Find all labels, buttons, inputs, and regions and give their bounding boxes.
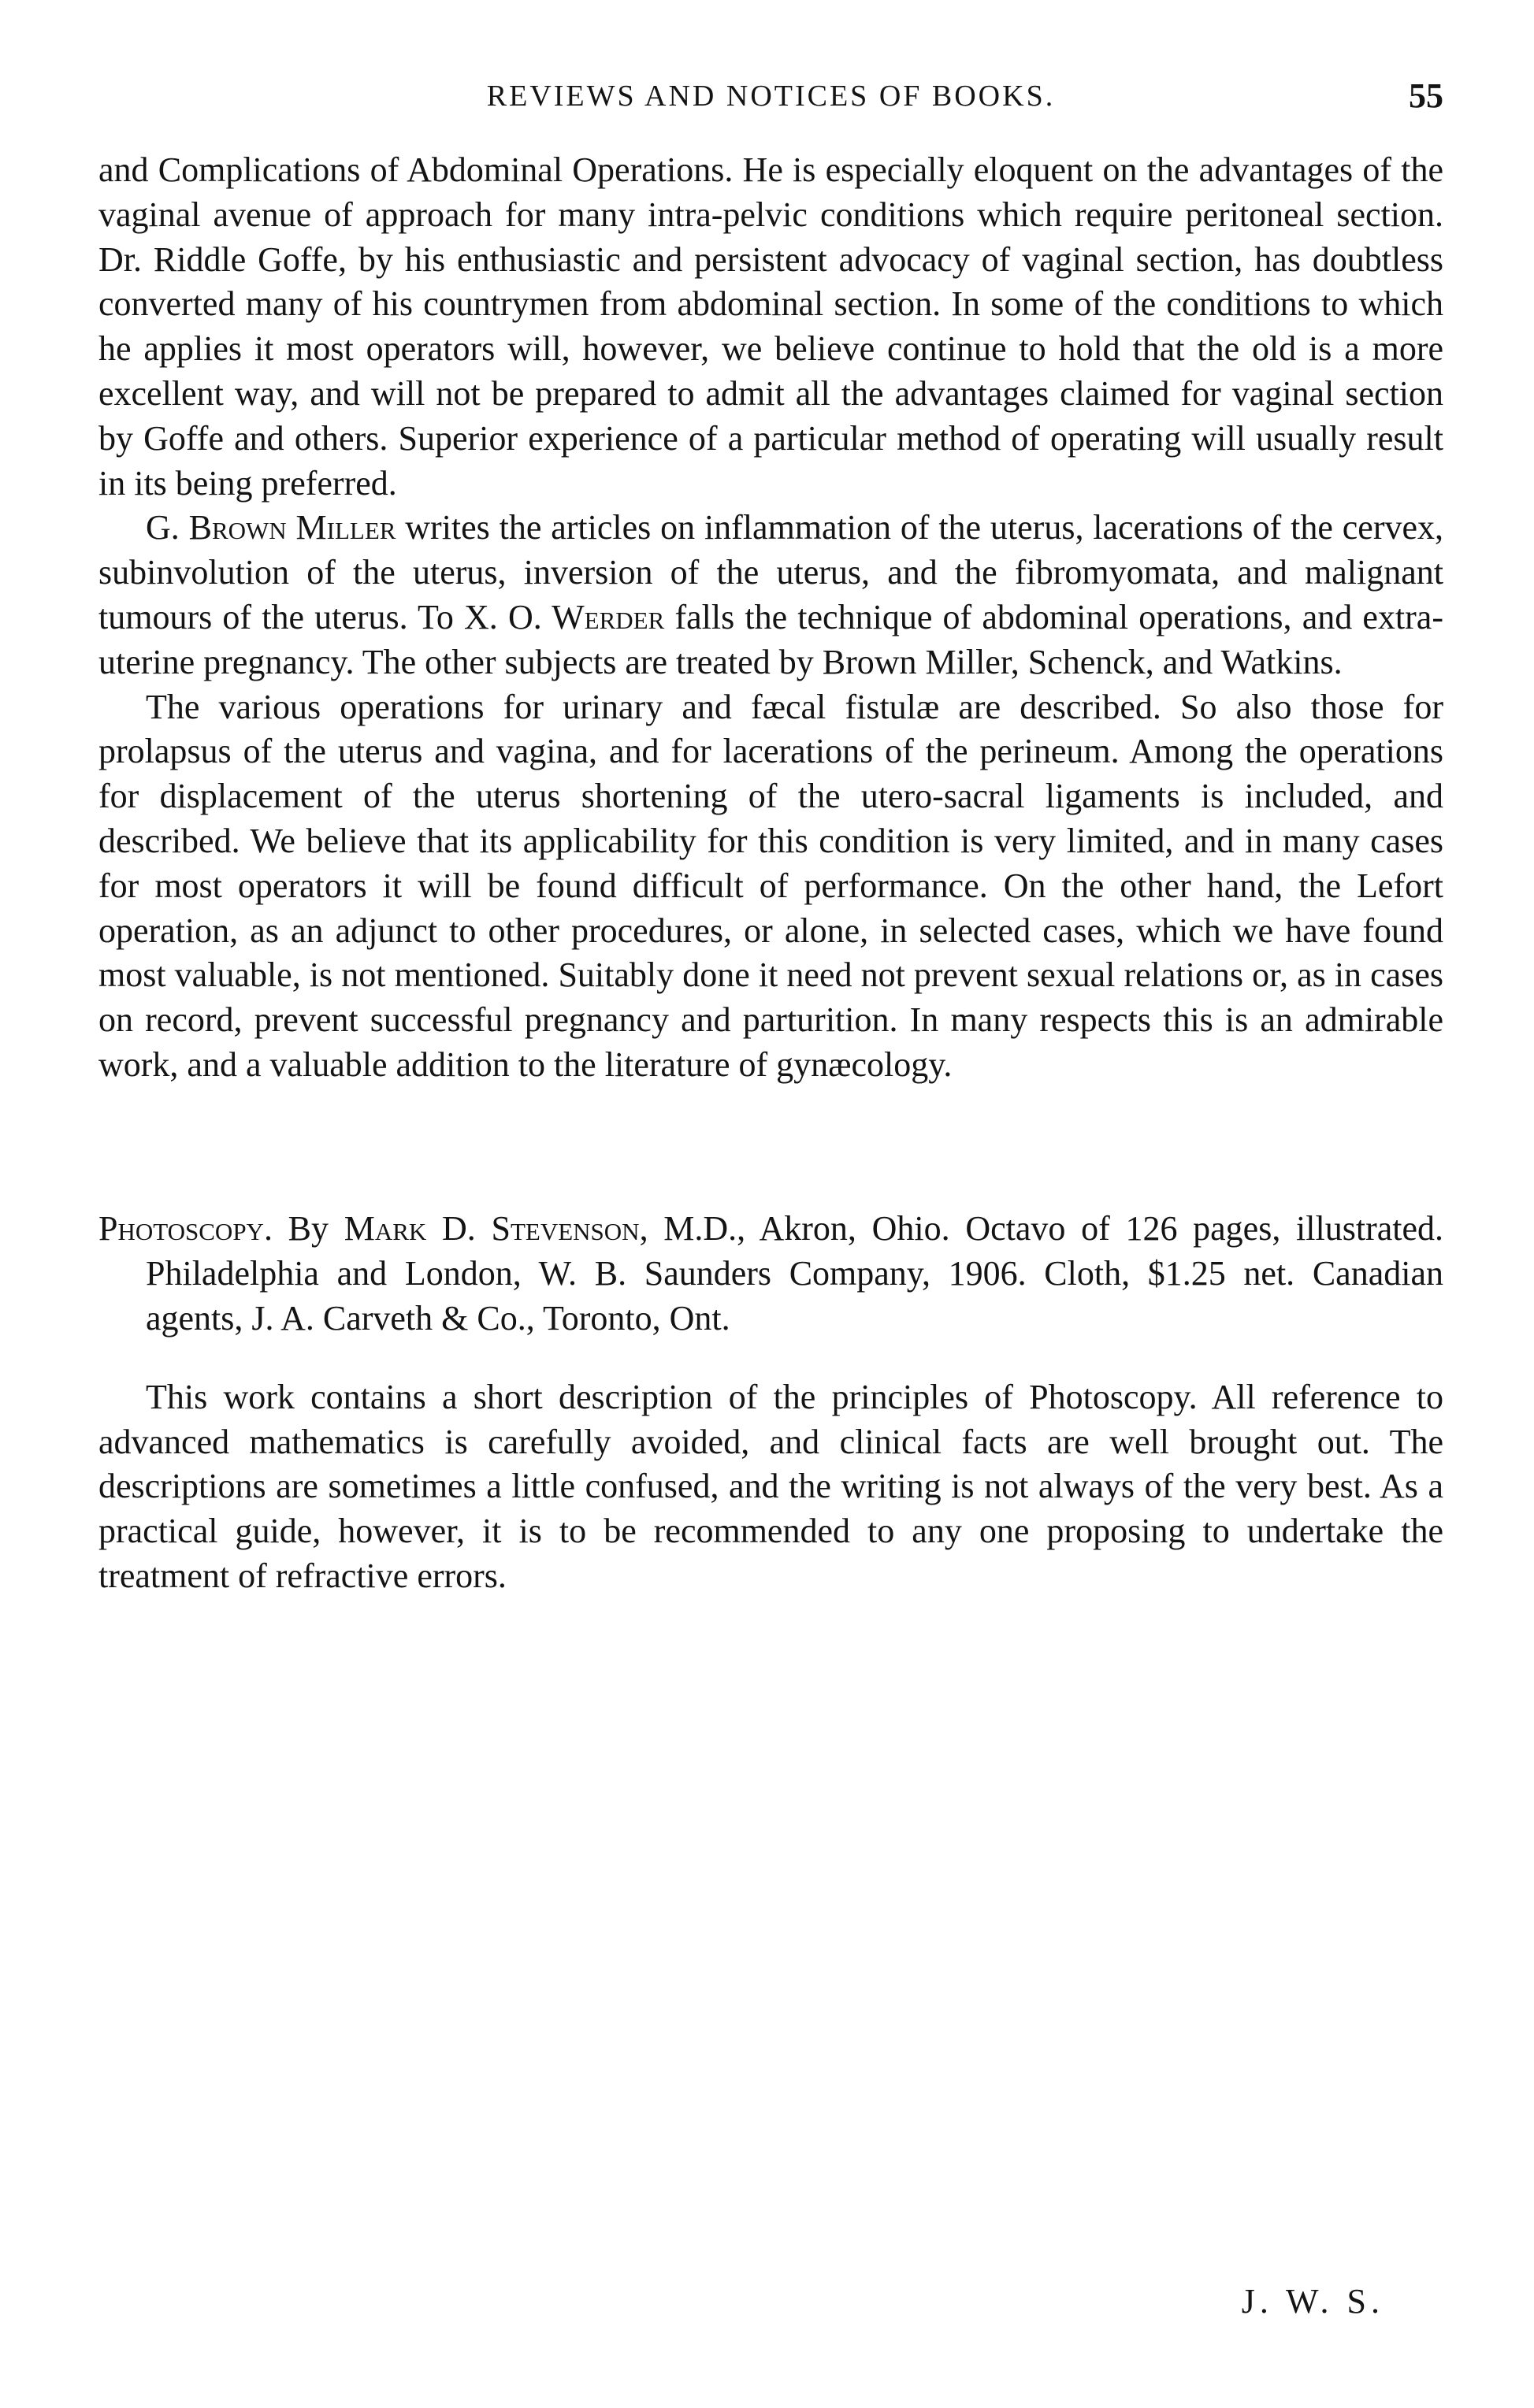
review-paragraph-3: The various operations for urinary and fæcal fistulæ are described. So also those for prolapsus of the uterus and vagina, and for lacerations of the perineum. Among the operations for displacement of the uterus shortening of the utero-sacral ligaments is included, and described. We believe that its applicability for this condition is very limited, and in many cases for most operators it will be found difficult of performance. On the other hand, the Lefort operation, as an adjunct to other procedures, or alone, in selected cases, which we have found most valuable, is not mentioned. Suitably done it need not prevent sexual relations or, as in cases on record, prevent successful pregnancy and parturition. In many respects this is an admirable work, and a valuable addition to the literature of gynæcology.: [98, 687, 1443, 1084]
reviewer-signature: J. W. S.: [1241, 2282, 1384, 2321]
review-paragraph-2: [98, 506, 1443, 685]
book-author: Mark D. Stevenson: [344, 1208, 640, 1248]
review-paragraph-1: and Complications of Abdominal Operations. He is especially eloquent on the advantages of the vaginal avenue of approach for many intra-pelvic conditions which require peritoneal section. Dr. Riddle Goffe, by his enthusiastic and persistent advocacy of vaginal section, has doubtless converted many of his countrymen from abdominal section. In some of the conditions to which he applies it most operators will, however, we believe continue to hold that the old is a more excellent way, and will not be prepared to admit all the advantages claimed for vaginal section by Goffe and others. Superior experience of a particular method of operating will usually result in its being preferred.: [98, 150, 1443, 503]
book-title: Photoscopy.: [98, 1208, 273, 1248]
book-citation-by: By: [272, 1208, 344, 1248]
page-number: 55: [1409, 76, 1443, 115]
review-paragraph-2-text: writes the articles on inflammation of the uterus, lacerations of the cervex, subinvolution of the uterus, inversion of the uterus, and the fibromyomata, and malignant tumours of the uterus. To: [98, 508, 1443, 636]
book-details: , M.D., Akron, Ohio. Octavo of 126 pages, illustrated. Philadelphia and London, W. B. Saunders Company, 1906. Cloth, $1.25 net. Canadian agents, J. A. Carveth & Co., Toronto, Ont.: [146, 1208, 1444, 1338]
author-name-werder: X. O. Werder: [464, 597, 665, 636]
book-citation: [98, 1206, 1443, 1341]
review-paragraph-2-text-end: falls the technique of abdominal operations, and extra-uterine pregnancy. The other subjects are treated by Brown Miller, Schenck, and Watkins.: [98, 597, 1443, 681]
body-text: [98, 148, 1443, 1599]
running-title: REVIEWS AND NOTICES OF BOOKS.: [486, 80, 1056, 113]
running-head: [98, 76, 1443, 126]
review-2-body: This work contains a short description of the principles of Photoscopy. All reference to advanced mathematics is carefully avoided, and clinical facts are well brought out. The descriptions are sometimes a little confused, and the writing is not always of the very best. As a practical guide, however, it is to be recommended to any one proposing to undertake the treatment of refractive errors.: [98, 1377, 1443, 1595]
author-name-miller: G. Brown Miller: [146, 508, 396, 547]
